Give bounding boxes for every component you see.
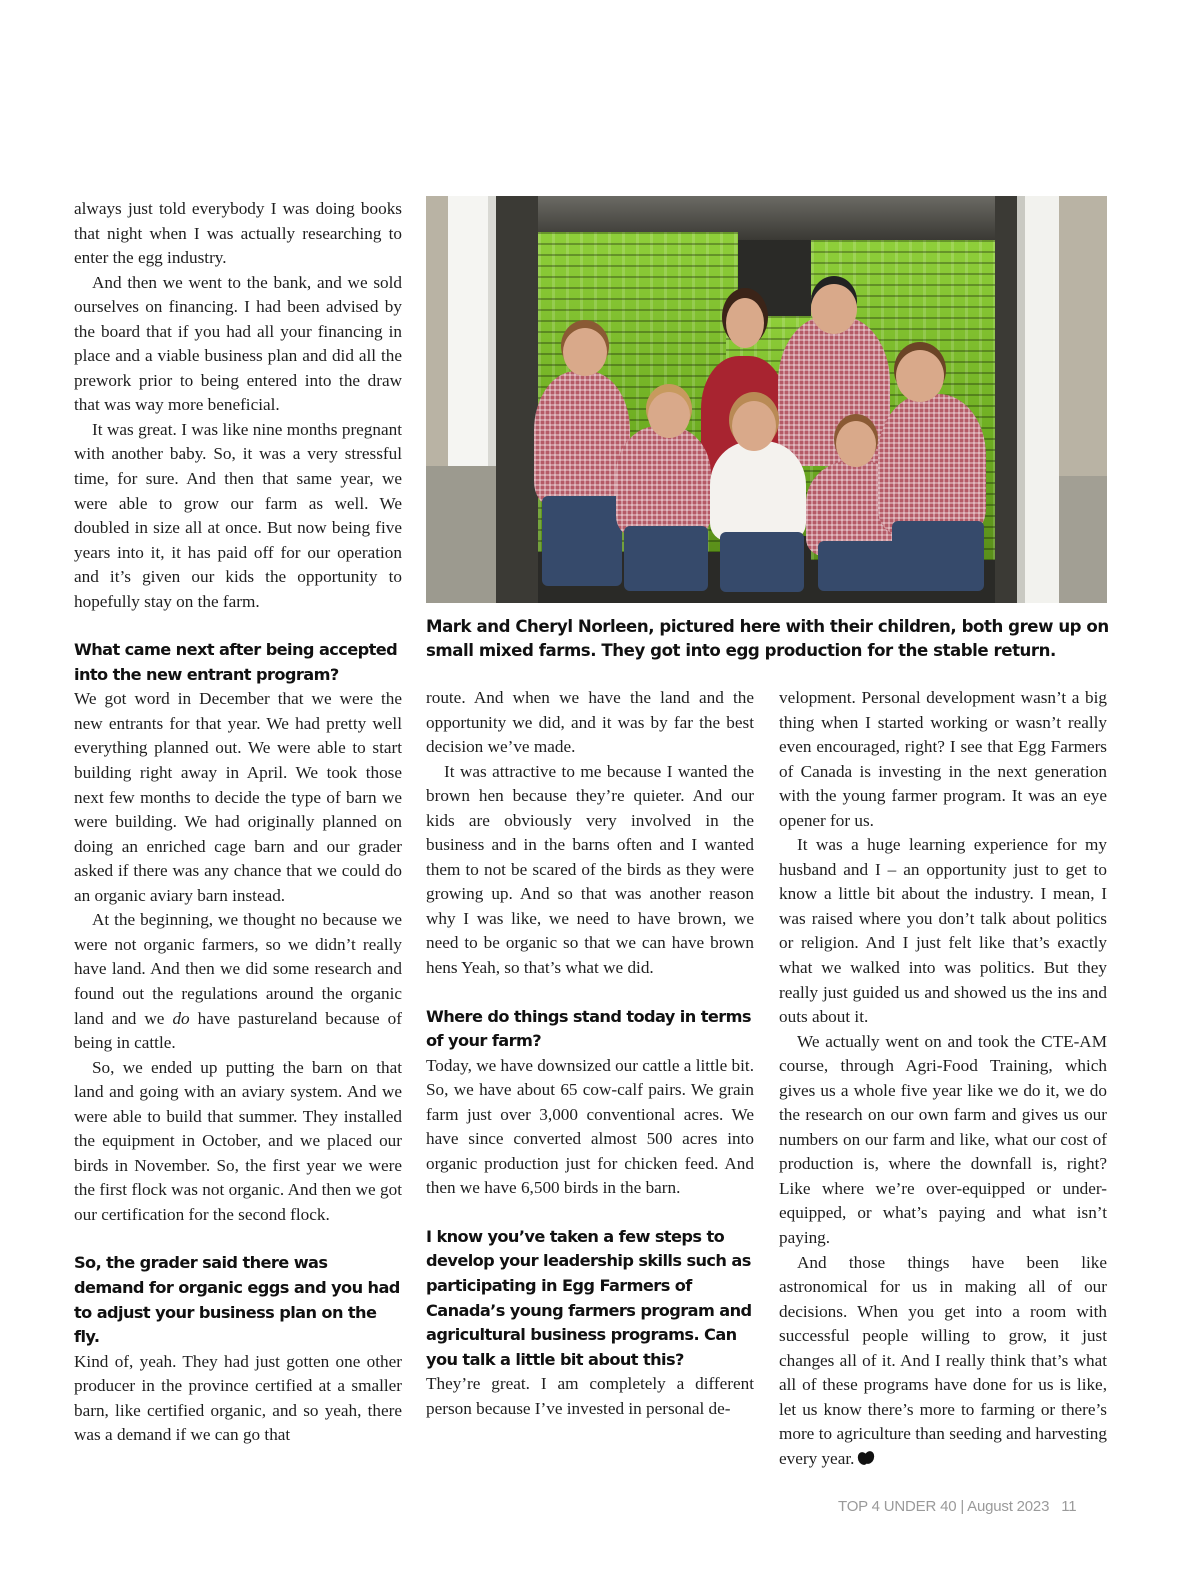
interview-question: Where do things stand today in terms of your farm? bbox=[426, 1006, 751, 1051]
footer-separator: | bbox=[960, 1498, 965, 1515]
interview-question: I know you’ve taken a few steps to develop your leadership skills such as participating in Egg Farmers of Canada’s young farmers program and agricultural business programs. Can you talk a little bit about this? bbox=[426, 1226, 752, 1369]
paragraph-text: At the beginning, we thought no because we were not organic farmers, so we didn’t really have land. And then we did some research and found out the regulations around the organic land and we bbox=[74, 910, 402, 1028]
page-footer bbox=[838, 1498, 1108, 1515]
page-number: 11 bbox=[1061, 1498, 1077, 1515]
paragraph: We actually went on and took the CTE-AM course, through Agri-Food Training, which gives us a whole five year like we do it, we do the research on our own farm and gives us our numbers on our farm and like, what our cost of production is, where the downfall is, right? Like where we’re over-equipped or under-equipped, or what’s paying and what isn’t paying. bbox=[779, 1031, 1107, 1248]
paragraph: Kind of, yeah. They had just gotten one other producer in the province certified at a smaller barn, like certified organic, and so yeah, there was a demand if we can go that bbox=[74, 1351, 402, 1445]
end-mark-icon bbox=[858, 1451, 874, 1465]
paragraph: velopment. Personal development wasn’t a big thing when I started working or wasn’t really even encouraged, right? I see that Egg Farmers of Canada is investing in the next generation with the young farmer program. It was an eye opener for us. bbox=[779, 688, 1107, 830]
family-photo bbox=[426, 196, 1107, 603]
paragraph: So, we ended up putting the barn on that land and going with an aviary system. And we were able to build that summer. They installed the equipment in October, and we placed our birds in November. So, the first year we were the first flock was not organic. And then we got our certification for the second flock. bbox=[74, 1057, 402, 1224]
paragraph: always just told everybody I was doing books that night when I was actually researching to enter the egg industry. bbox=[74, 199, 402, 268]
paragraph: It was attractive to me because I wanted the brown hen because they’re quieter. And our kids are obviously very involved in the business and in the barns often and I wanted them to not be scared of the birds as they were growing up. And so that was another reason why I was like, we need to have brown, we need to be organic so that we can have brown hens Yeah, so that’s what we did. bbox=[426, 761, 754, 978]
paragraph-text: have pastureland because of being in cattle. bbox=[74, 1008, 402, 1053]
photo-caption: Mark and Cheryl Norleen, pictured here with their children, both grew up on small mixed farms. They got into egg production for the stable return. bbox=[426, 617, 1109, 660]
paragraph bbox=[74, 908, 402, 1055]
publication-name: TOP 4 UNDER 40 bbox=[838, 1498, 957, 1515]
paragraph: It was a huge learning experience for my husband and I – an opportunity just to get to know a little bit about the industry. I mean, I was raised where you don’t talk about politics or religion. And I just felt like that’s exactly what we walked into was politics. But they really just guided us and showed us the ins and outs about it. bbox=[779, 835, 1107, 1027]
paragraph-text: And those things have been like astronomical for us in making all of our decisions. When you get into a room with successful people willing to grow, it just changes all of it. And I really think that’s what all of these programs have done for us is like, let us know there’s more to farming or there’s more to agriculture than seeding and harvesting every year. bbox=[779, 1252, 1107, 1468]
article-column-2 bbox=[426, 686, 754, 1421]
interview-question: So, the grader said there was demand for organic eggs and you had to adjust your business plan on the fly. bbox=[74, 1253, 400, 1347]
paragraph: route. And when we have the land and the opportunity we did, and it was by far the best decision we’ve made. bbox=[426, 688, 754, 757]
interview-question: What came next after being accepted into the new entrant program? bbox=[74, 640, 398, 684]
paragraph: Today, we have downsized our cattle a little bit. So, we have about 65 cow-calf pairs. We grain farm just over 3,000 conventional acres. We have since converted almost 500 acres into organic production just for chicken feed. And then we have 6,500 birds in the barn. bbox=[426, 1055, 754, 1198]
paragraph: It was great. I was like nine months pregnant with another baby. So, it was a very stressful time, for sure. And then that same year, we were able to grow our farm as well. We doubled in size all at once. But now being five years into it, it has paid off for our operation and it’s given our kids the opportunity to hopefully stay on the farm. bbox=[74, 419, 402, 611]
article-column-1 bbox=[74, 197, 402, 1448]
paragraph: We got word in December that we were the new entrants for that year. We had pretty well everything planned out. We were able to start building right away in April. We took those next few months to decide the type of barn we were building. We had originally planned on doing an enriched cage barn and our grader asked if there was any chance that we could do an organic aviary barn instead. bbox=[74, 689, 402, 905]
paragraph bbox=[779, 1251, 1107, 1472]
paragraph: They’re great. I am completely a different person because I’ve invested in personal de- bbox=[426, 1374, 754, 1418]
paragraph: And then we went to the bank, and we sold ourselves on financing. I had been advised by the board that if you had all your financing in place and a viable business plan and did all the prework prior to being entered into the draw that was way more beneficial. bbox=[74, 272, 402, 415]
issue-date: August 2023 bbox=[967, 1498, 1050, 1515]
article-column-3 bbox=[779, 686, 1107, 1472]
emphasis: do bbox=[172, 1008, 190, 1028]
